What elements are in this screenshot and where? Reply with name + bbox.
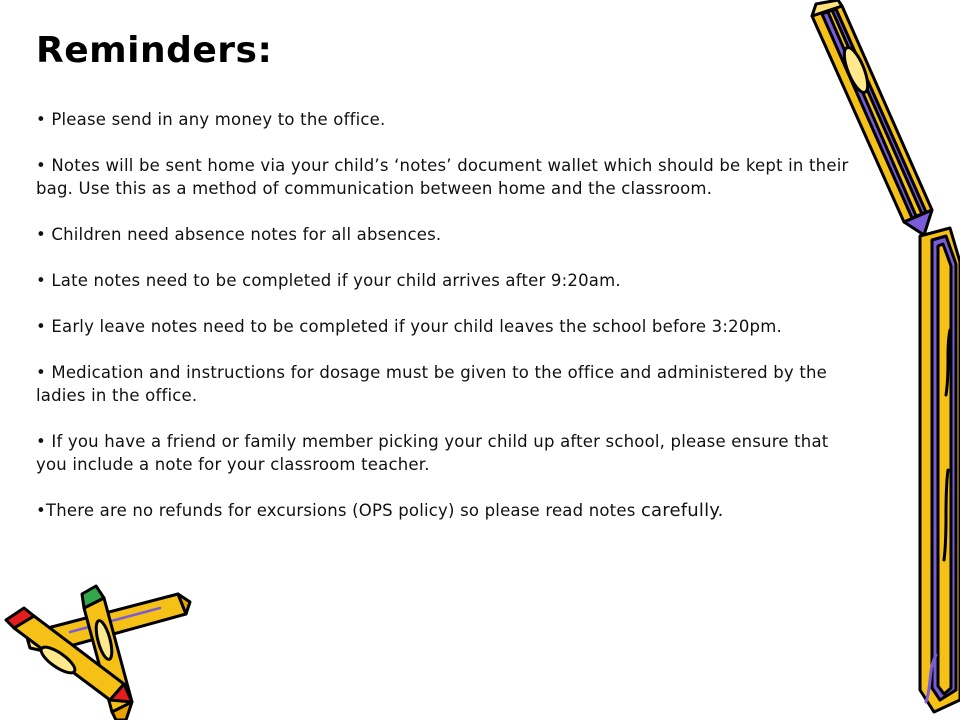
reminders-list xyxy=(36,108,851,522)
pencil-cluster-icon xyxy=(0,580,200,720)
reminder-item-text: •There are no refunds for excursions (OPS policy) so please read notes xyxy=(36,501,641,520)
reminder-item-last xyxy=(36,499,851,522)
reminder-item: • If you have a friend or family member picking your child up after school, please ensure that you include a note for your classroom teacher. xyxy=(36,432,829,474)
reminder-item-emphasis: carefully. xyxy=(640,500,724,521)
reminder-item: • Please send in any money to the office. xyxy=(36,110,386,129)
reminder-item: • Early leave notes need to be completed if your child leaves the school before 3:20pm. xyxy=(36,317,782,336)
reminder-item: • Late notes need to be completed if your child arrives after 9:20am. xyxy=(36,271,621,290)
reminder-item: • Notes will be sent home via your child’s ‘notes’ document wallet which should be kept in their bag. Use this as a method of communication between home and the classroom. xyxy=(36,156,849,198)
reminder-item: • Children need absence notes for all absences. xyxy=(36,225,442,244)
slide-title: Reminders: xyxy=(36,30,273,71)
pencil-icon xyxy=(800,0,960,720)
reminder-item: • Medication and instructions for dosage must be given to the office and administered by the ladies in the office. xyxy=(36,363,828,405)
